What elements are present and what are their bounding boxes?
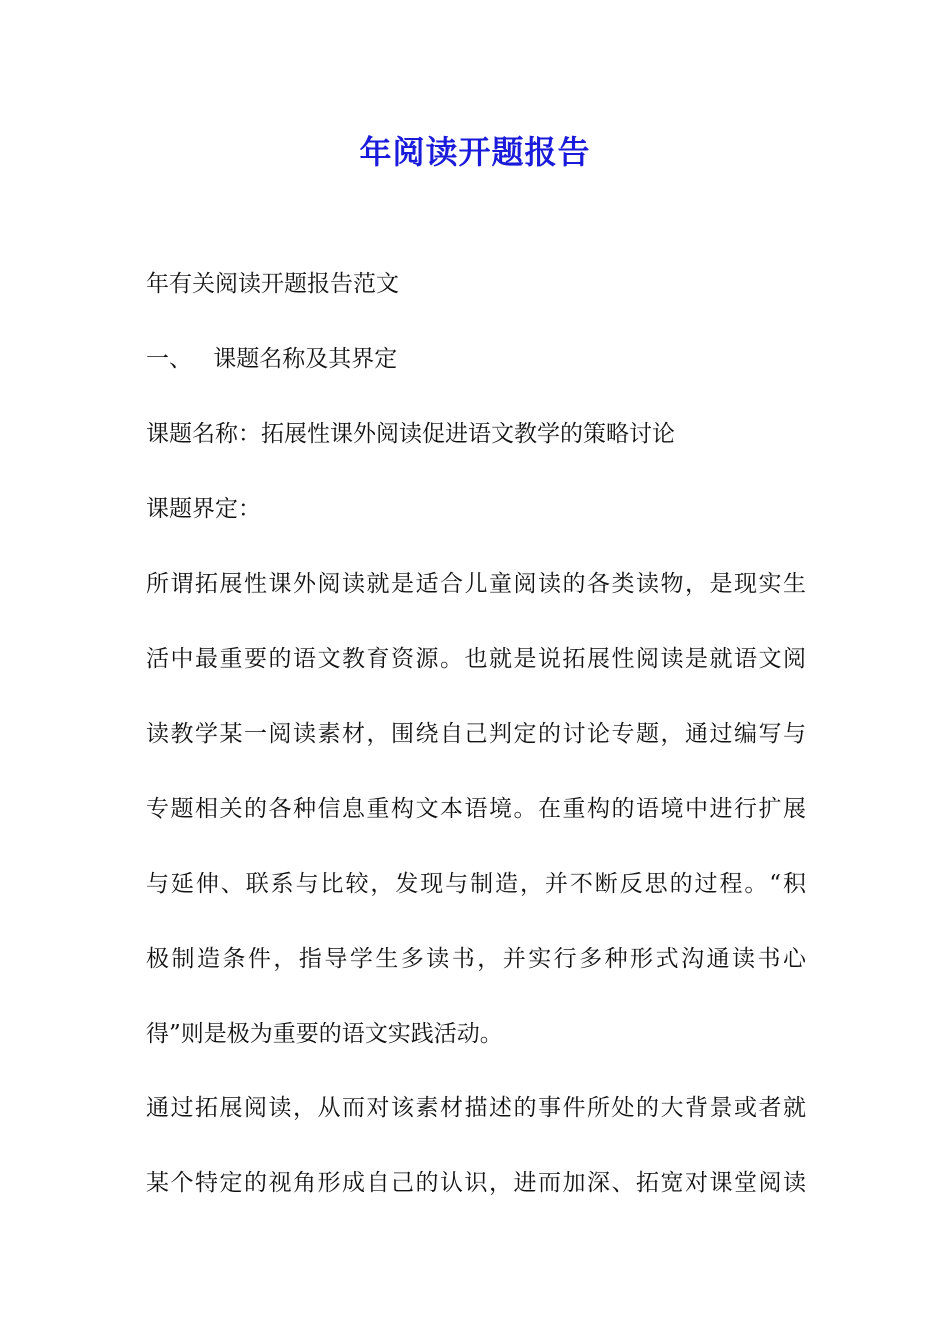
document-title: 年阅读开题报告 [359,133,591,171]
topic-name-line: 课题名称：拓展性课外阅读促进语文教学的策略讨论 [146,421,675,447]
paragraph-line: 通过拓展阅读，从而对该素材描述的事件所处的大背景或者就 [146,1095,806,1121]
paragraph-line: 专题相关的各种信息重构文本语境。在重构的语境中进行扩展 [146,796,806,822]
paragraph-line: 某个特定的视角形成自己的认识，进而加深、拓宽对课堂阅读 [146,1170,806,1196]
topic-definition-label: 课题界定： [146,496,261,522]
subtitle-line: 年有关阅读开题报告范文 [146,271,399,297]
paragraph-line: 所谓拓展性课外阅读就是适合儿童阅读的各类读物，是现实生 [146,571,806,597]
paragraph-line: 与延伸、联系与比较，发现与制造，并不断反思的过程。“积 [146,871,806,897]
paragraph-line: 读教学某一阅读素材，围绕自己判定的讨论专题，通过编写与 [146,721,806,747]
paragraph-line: 极制造条件，指导学生多读书，并实行多种形式沟通读书心 [146,946,806,972]
paragraph-line: 得”则是极为重要的语文实践活动。 [146,1021,503,1047]
section-heading: 一、 课题名称及其界定 [146,346,398,372]
paragraph-line: 活中最重要的语文教育资源。也就是说拓展性阅读是就语文阅 [146,646,806,672]
